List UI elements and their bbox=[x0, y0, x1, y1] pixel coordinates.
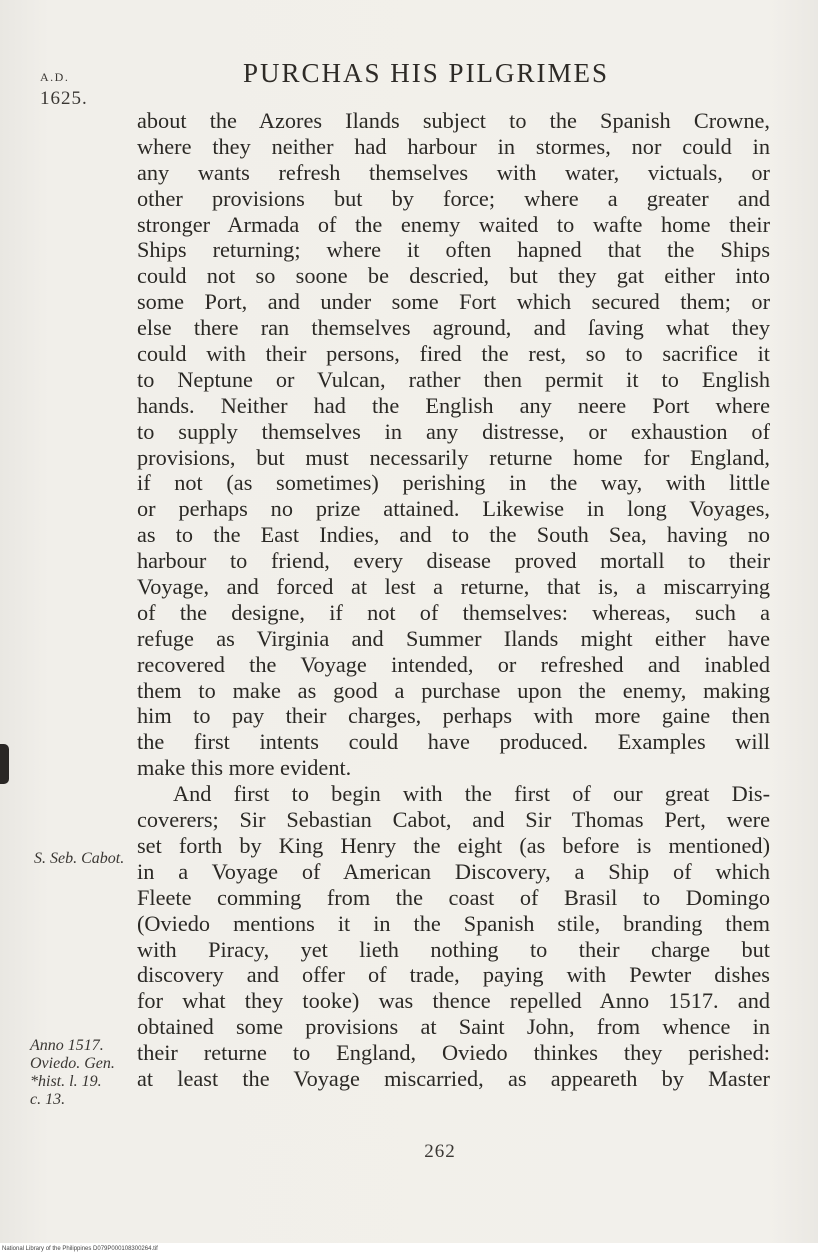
margin-note-line: Anno 1517. bbox=[30, 1037, 104, 1054]
text-line: other provisions but by force; where a greater and bbox=[137, 185, 770, 211]
text-line: him to pay their charges, perhaps with more gaine then bbox=[137, 703, 770, 729]
text-line: could with their persons, fired the rest, so to sacrifice it bbox=[137, 341, 770, 367]
text-line: with Piracy, yet lieth nothing to their charge but bbox=[137, 936, 770, 962]
text-line: some Port, and under some Fort which secured them; or bbox=[137, 289, 770, 315]
text-line: to supply themselves in any distresse, or exhaustion of bbox=[137, 418, 770, 444]
text-line: where they neither had harbour in stormes, nor could in bbox=[137, 133, 770, 159]
text-line: hands. Neither had the English any neere Port where bbox=[137, 392, 770, 418]
text-line: the first intents could have produced. Examples will bbox=[137, 729, 770, 755]
margin-note-citation bbox=[30, 1037, 115, 1109]
text-line: coverers; Sir Sebastian Cabot, and Sir Thomas Pert, were bbox=[137, 807, 770, 833]
text-line: (Oviedo mentions it in the Spanish stile, branding them bbox=[137, 910, 770, 936]
scan-footer-text: National Library of the Philippines D079P000108300264.tif bbox=[2, 1246, 158, 1252]
text-line: of the designe, if not of themselves: whereas, such a bbox=[137, 599, 770, 625]
text-line: recovered the Voyage intended, or refreshed and inabled bbox=[137, 651, 770, 677]
text-line: obtained some provisions at Saint John, from whence in bbox=[137, 1014, 770, 1040]
text-line: if not (as sometimes) perishing in the way, with little bbox=[137, 470, 770, 496]
text-line: could not so soone be descried, but they gat either into bbox=[137, 263, 770, 289]
text-line: Ships returning; where it often hapned that the Ships bbox=[137, 237, 770, 263]
text-line: else there ran themselves aground, and ſaving what they bbox=[137, 315, 770, 341]
text-line: harbour to friend, every disease proved mortall to their bbox=[137, 548, 770, 574]
text-line: set forth by King Henry the eight (as before is mentioned) bbox=[137, 832, 770, 858]
text-line: provisions, but must necessarily returne home for England, bbox=[137, 444, 770, 470]
text-line: as to the East Indies, and to the South Sea, having no bbox=[137, 522, 770, 548]
text-line: at least the Voyage miscarried, as appeareth by Master bbox=[137, 1065, 770, 1091]
body-text bbox=[137, 108, 770, 1092]
text-line: Voyage, and forced at lest a returne, that is, a miscarrying bbox=[137, 574, 770, 600]
margin-note-line: Oviedo. Gen. bbox=[30, 1055, 115, 1072]
era-label: A.D. bbox=[40, 70, 70, 84]
text-line: Fleete comming from the coast of Brasil to Domingo bbox=[137, 884, 770, 910]
text-line: to Neptune or Vulcan, rather then permit it to English bbox=[137, 366, 770, 392]
text-line: for what they tooke) was thence repelled Anno 1517. and bbox=[137, 988, 770, 1014]
text-line: stronger Armada of the enemy waited to wafte home their bbox=[137, 211, 770, 237]
text-line: them to make as good a purchase upon the enemy, making bbox=[137, 677, 770, 703]
text-line: refuge as Virginia and Summer Ilands might either have bbox=[137, 625, 770, 651]
paragraph-start-line: And first to begin with the first of our great Dis- bbox=[173, 781, 770, 807]
text-line: discovery and offer of trade, paying with Pewter dishes bbox=[137, 962, 770, 988]
text-line: in a Voyage of American Discovery, a Ship of which bbox=[137, 858, 770, 884]
text-line: their returne to England, Oviedo thinkes they perished: bbox=[137, 1040, 770, 1066]
scan-edge-mark bbox=[0, 744, 9, 784]
margin-note-line: c. 13. bbox=[30, 1091, 66, 1108]
text-line: make this more evident. bbox=[137, 755, 352, 781]
scan-footer bbox=[0, 1243, 818, 1253]
text-line: any wants refresh themselves with water, victuals, or bbox=[137, 159, 770, 185]
margin-note-line: *hist. l. 19. bbox=[30, 1073, 102, 1090]
year-value: 1625. bbox=[40, 88, 88, 109]
running-title: PURCHAS HIS PILGRIMES bbox=[243, 58, 610, 88]
margin-note-cabot: S. Seb. Cabot. bbox=[34, 850, 125, 867]
year-label bbox=[40, 66, 88, 110]
text-line: or perhaps no prize attained. Likewise in long Voyages, bbox=[137, 496, 770, 522]
text-line: about the Azores Ilands subject to the Spanish Crowne, bbox=[137, 108, 770, 133]
page-number: 262 bbox=[424, 1141, 456, 1162]
